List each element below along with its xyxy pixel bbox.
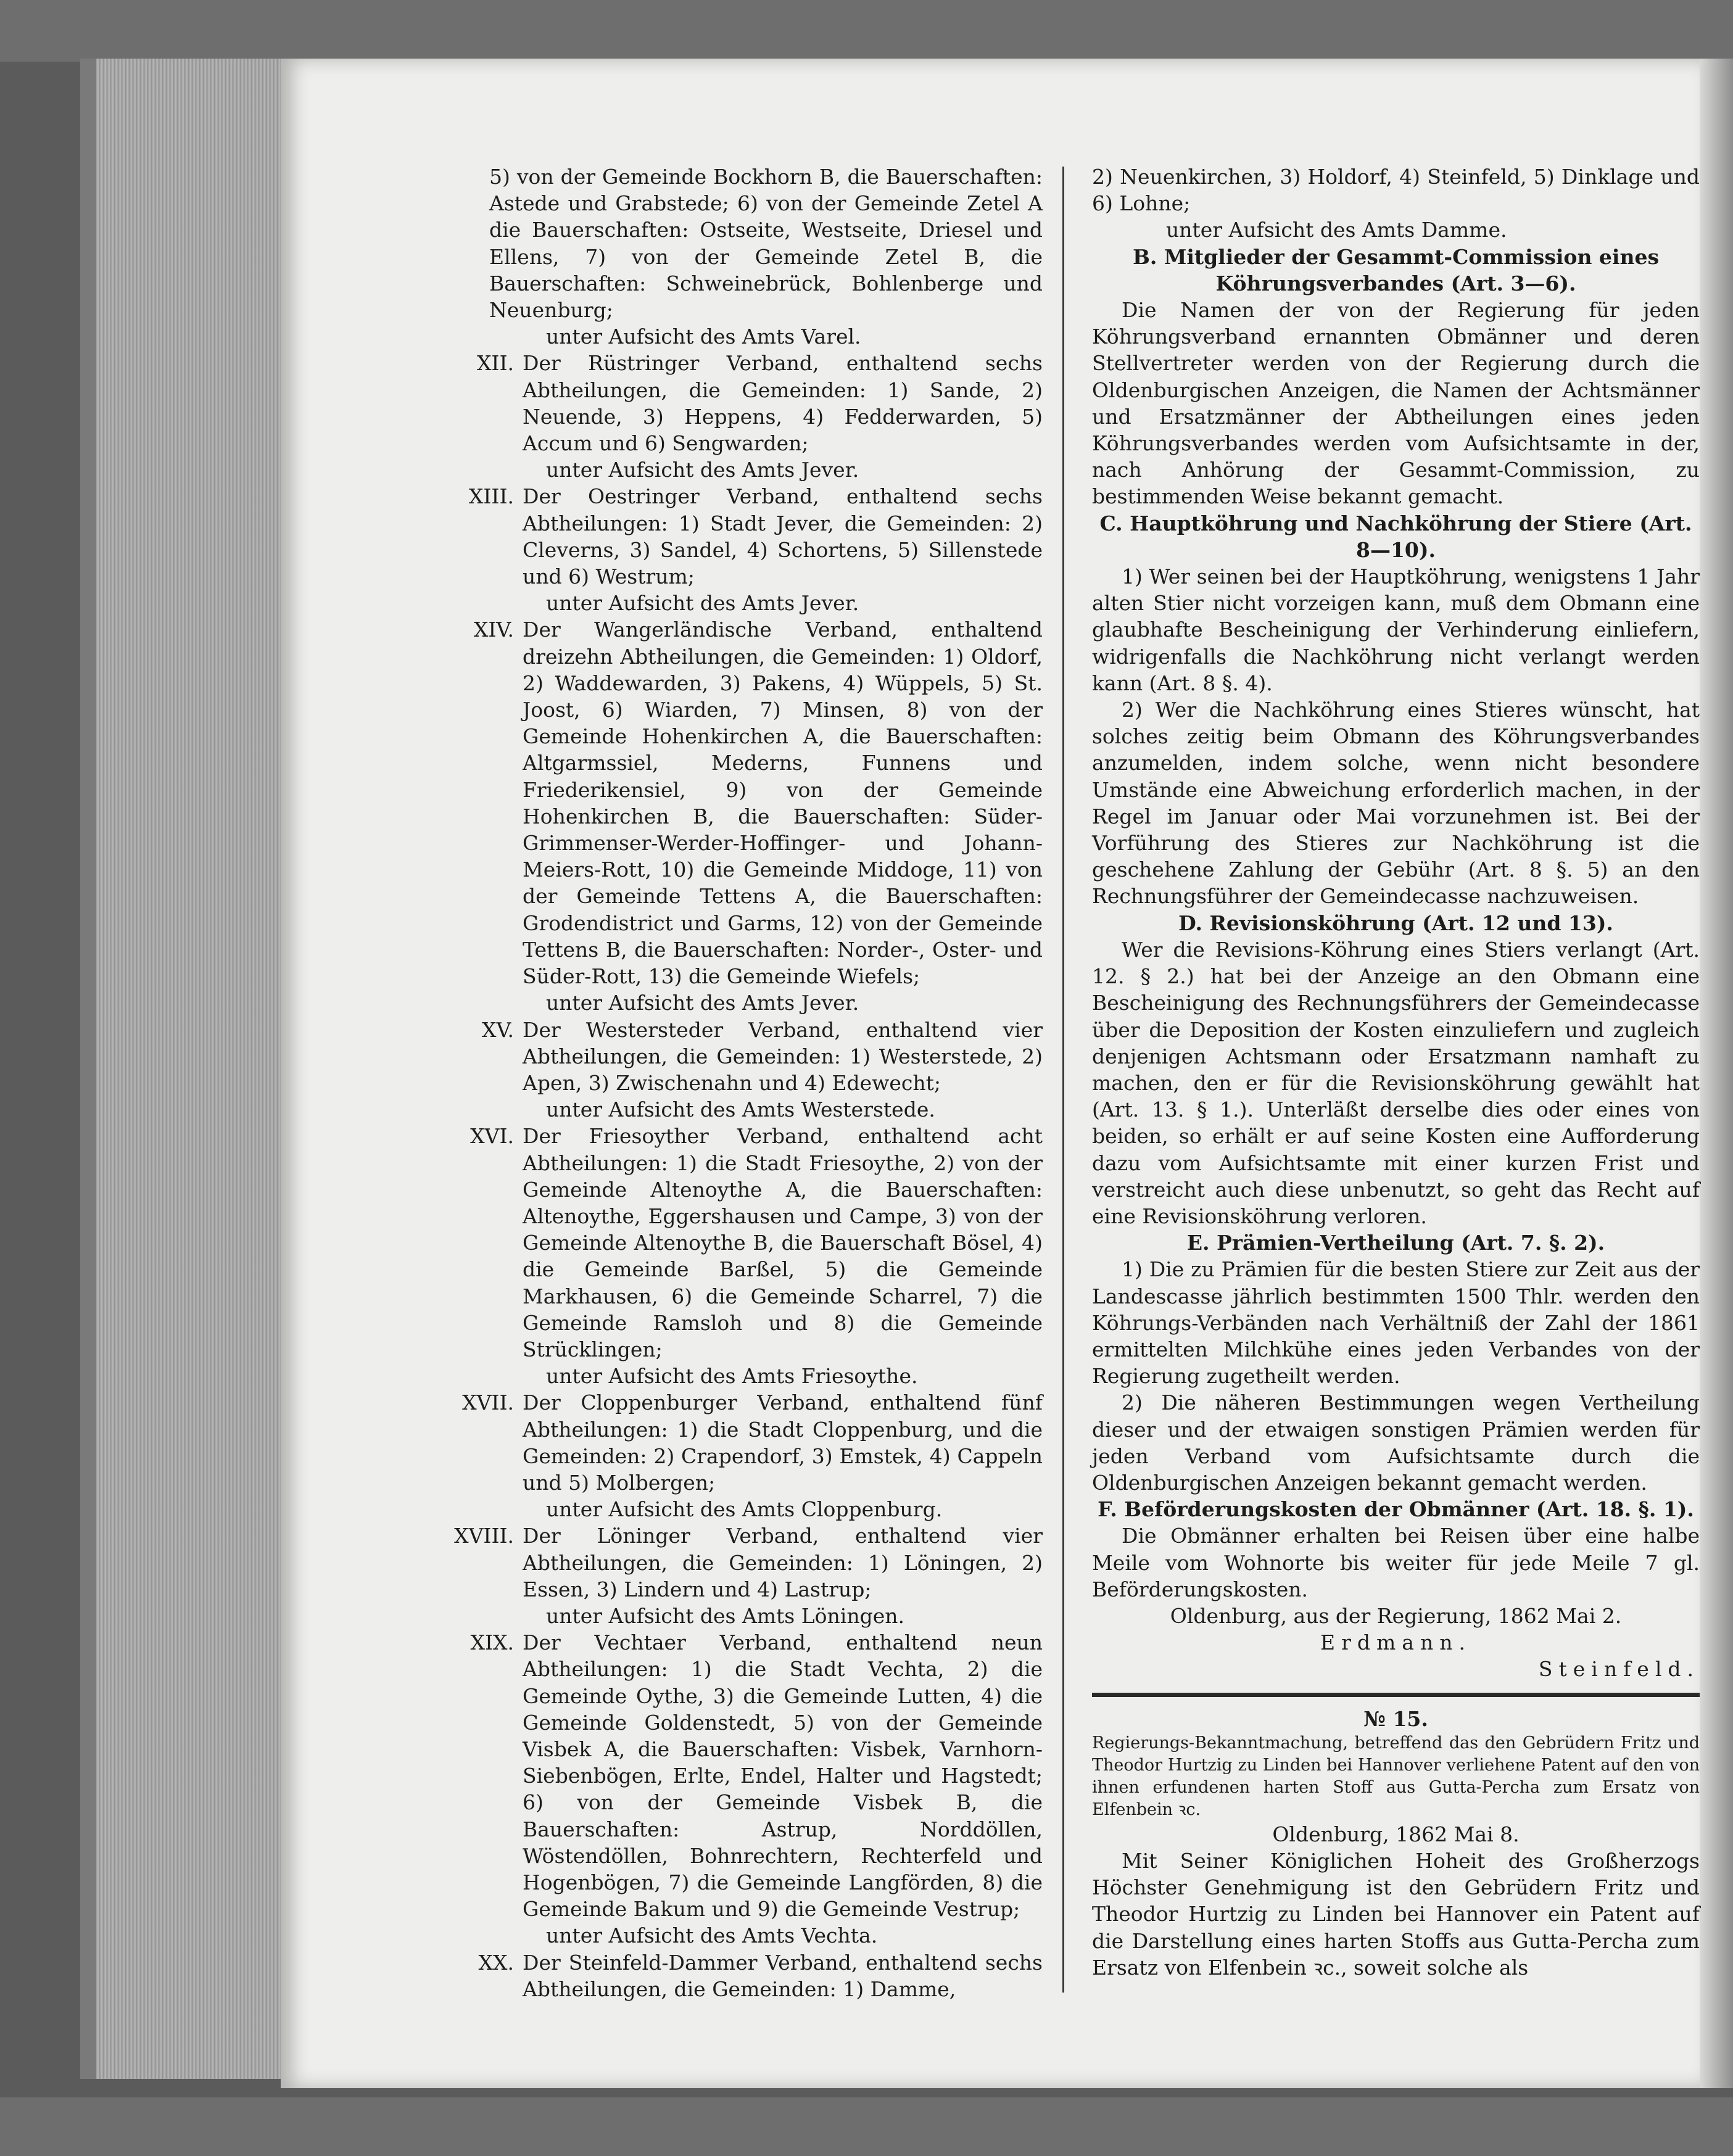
entry-xviii: [453, 1522, 1043, 1603]
notice-text: Mit Seiner Königlichen Hoheit des Großherzogs Höchster Genehmigung ist den Gebrüdern Fritz und Theodor Hurtzig zu Linden bei Hannover ein Patent auf die Darstellung eines harten Stoffs aus Gutta-Percha zum Ersatz von Elfenbein ꝛc., soweit solche als: [1092, 1848, 1700, 1980]
signature-steinfeld: Steinfeld.: [1538, 1657, 1700, 1682]
entry-text: Der Rüstringer Verband, enthaltend sechs Abtheilungen, die Gemeinden: 1) Sande, 2) Neuende, 3) Heppens, 4) Fedderwarden, 5) Accum und 6) Sengwarden;: [523, 351, 1043, 456]
entry-text: Der Oestringer Verband, enthaltend sechs Abtheilungen: 1) Stadt Jever, die Gemeinden: 2) Cleverns, 3) Sandel, 4) Schortens, 5) Sillenstede und 6) Westrum;: [523, 484, 1043, 589]
intro-text: 5) von der Gemeinde Bockhorn B, die Bauerschaften: Astede und Grabstede; 6) von der Gemeinde Zetel A die Bauerschaften: Ostseite, Westseite, Driesel und Ellens, 7) von der Gemeinde Zetel B, die Bauerschaften: Schweinebrück, Bohlenberge und Neuenburg;: [489, 165, 1043, 323]
entry-text: Der Cloppenburger Verband, enthaltend fünf Abtheilungen: 1) die Stadt Cloppenburg, und die Gemeinden: 2) Crapendorf, 3) Emstek, 4) Cappeln und 5) Molbergen;: [523, 1390, 1043, 1495]
left-column: [453, 163, 1043, 2001]
entry-number: XVII.: [462, 1390, 514, 1415]
date-line: Oldenburg, aus der Regierung, 1862 Mai 2.: [1170, 1603, 1622, 1628]
notice-summary: Regierungs-Bekanntmachung, betreffend das den Gebrüdern Fritz und Theodor Hurtzig zu Linden bei Hannover verliehene Patent auf den von ihnen erfundenen harten Stoff aus Gutta-Percha zum Ersatz von Elfenbein ꝛc.: [1092, 1733, 1700, 1819]
entry-supervision: unter Aufsicht des Amts Jever.: [546, 458, 859, 482]
entry-xx: [453, 1949, 1043, 2002]
entry-number: XIX.: [470, 1630, 514, 1655]
section-c-paragraph-2: 2) Wer die Nachköhrung eines Stieres wünscht, hat solches zeitig beim Obmann des Köhrungsverbandes anzumelden, indem solche, wenn nicht besondere Umstände eine Abweichung erforderlich machen, in der Regel im Januar oder Mai vorzunehmen ist. Bei der Vorführung des Stieres zur Nachköhrung ist die geschehene Zahlung der Gebühr (Art. 8 §. 5) an den Rechnungsführer der Gemeindecasse nachzuweisen.: [1092, 698, 1700, 909]
entry-number: XX.: [478, 1950, 514, 1975]
entry-text: Der Wangerländische Verband, enthaltend dreizehn Abtheilungen, die Gemeinden: 1) Oldorf, 2) Waddewarden, 3) Pakens, 4) Wüppels, 5) St. Joost, 6) Wiarden, 7) Minsen, 8) von der Gemeinde Hohenkirchen A, die Bauerschaften: Altgarmssiel, Mederns, Funnens und Friederikensiel, 9) von der Gemeinde Hohenkirchen B, die Bauerschaften: Süder-Grimmenser-Werder-Hoffinger- und Johann-Meiers-Rott, 10) die Gemeinde Middoge, 11) von der Gemeinde Tettens A, die Bauerschaften: Grodendistrict und Garms, 12) von der Gemeinde Tettens B, die Bauerschaften: Norder-, Oster- und Süder-Rott, 13) die Gemeinde Wiefels;: [523, 617, 1043, 989]
entry-supervision: unter Aufsicht des Amts Westerstede.: [546, 1097, 935, 1122]
section-c-paragraph-1: 1) Wer seinen bei der Hauptköhrung, wenigstens 1 Jahr alten Stier nicht vorzeigen kann, muß dem Obmann eine glaubhafte Bescheinigung der Verhinderung einliefern, widrigenfalls die Nachköhrung nicht verlangt werden kann (Art. 8 §. 4).: [1092, 564, 1700, 695]
section-e-paragraph-2: 2) Die näheren Bestimmungen wegen Vertheilung dieser und der etwaigen sonstigen Prämien werden für jeden Verband vom Aufsichtsamte durch die Oldenburgischen Anzeigen bekannt gemacht werden.: [1092, 1390, 1700, 1495]
continuation-supervision: unter Aufsicht des Amts Damme.: [1166, 218, 1507, 242]
entry-supervision: unter Aufsicht des Amts Friesoythe.: [546, 1364, 918, 1389]
notice-date: Oldenburg, 1862 Mai 8.: [1272, 1822, 1520, 1846]
page-stack-edge: [80, 59, 284, 2079]
entry-xix: [453, 1629, 1043, 1922]
section-e-heading: E. Prämien-Vertheilung (Art. 7. §. 2).: [1186, 1231, 1605, 1255]
section-d-text: Wer die Revisions-Köhrung eines Stiers verlangt (Art. 12. § 2.) hat bei der Anzeige an den Obmann eine Bescheinigung des Rechnungsführers der Gemeindecasse über die Deposition der Kosten einzuliefern und zugleich denjenigen Achtsmann oder Ersatzmann namhaft zu machen, den er für die Revisionsköhrung gewählt hat (Art. 13. § 1.). Unterläßt derselbe dies oder eines von beiden, so erhält er auf seine Kosten eine Aufforderung dazu vom Aufsichtsamte mit einer kurzen Frist und verstreicht auch diese unbenutzt, so geht das Recht auf eine Revisionsköhrung verloren.: [1092, 937, 1700, 1228]
entry-number: XVIII.: [454, 1524, 514, 1548]
entry-xiv: [453, 616, 1043, 989]
continuation-text: 2) Neuenkirchen, 3) Holdorf, 4) Steinfeld, 5) Dinklage und 6) Lohne;: [1092, 165, 1700, 216]
entry-number: XIII.: [468, 484, 514, 509]
entry-supervision: unter Aufsicht des Amts Jever.: [546, 991, 859, 1015]
entry-number: XIV.: [473, 617, 514, 642]
entry-xvii: [453, 1389, 1043, 1496]
section-f-heading: F. Beförderungskosten der Obmänner (Art. 18. §. 1).: [1098, 1497, 1694, 1522]
entry-xvi: [453, 1123, 1043, 1363]
notice-number: № 15.: [1363, 1706, 1428, 1731]
entry-text: Der Westersteder Verband, enthaltend vier Abtheilungen, die Gemeinden: 1) Westerstede, 2) Apen, 3) Zwischenahn und 4) Edewecht;: [523, 1017, 1043, 1095]
section-c-heading: C. Hauptköhrung und Nachköhrung der Stiere (Art. 8—10).: [1099, 511, 1692, 562]
section-e-paragraph-1: 1) Die zu Prämien für die besten Stiere zur Zeit aus der Landescasse jährlich bestimmten 1500 Thlr. werden den Köhrungs-Verbänden nach Verhältniß der Zahl der 1861 ermittelten Milchkühe eines jeden Verbandes von der Regierung zugetheilt werden.: [1092, 1257, 1700, 1389]
entry-text: Der Löninger Verband, enthaltend vier Abtheilungen, die Gemeinden: 1) Löningen, 2) Essen, 3) Lindern und 4) Lastrup;: [523, 1524, 1043, 1601]
entry-supervision: unter Aufsicht des Amts Jever.: [546, 591, 859, 616]
intro-supervision: unter Aufsicht des Amts Varel.: [546, 324, 861, 349]
section-b-heading: B. Mitglieder der Gesammt-Commission eines Köhrungsverbandes (Art. 3—6).: [1132, 244, 1660, 295]
page-right-edge: [1700, 59, 1733, 2088]
entry-supervision: unter Aufsicht des Amts Cloppenburg.: [546, 1497, 943, 1522]
section-b-text: Die Namen der von der Regierung für jeden Köhrungsverband ernannten Obmänner und deren Stellvertreter werden von der Regierung durch die Oldenburgischen Anzeigen, die Namen der Achtsmänner und Ersatzmänner der Abtheilungen eines jeden Köhrungsverbandes werden vom Aufsichtsamte in der, nach Anhörung der Gesammt-Commission, zu bestimmenden Weise bekannt gemacht.: [1092, 298, 1700, 509]
right-column: [1092, 163, 1700, 1989]
entry-text: Der Friesoyther Verband, enthaltend acht Abtheilungen: 1) die Stadt Friesoythe, 2) von der Gemeinde Altenoythe A, die Bauerschaften: Altenoythe, Eggershausen und Campe, 3) von der Gemeinde Altenoythe B, die Bauerschaft Bösel, 4) die Gemeinde Barßel, 5) die Gemeinde Markhausen, 6) die Gemeinde Scharrel, 7) die Gemeinde Ramsloh und 8) die Gemeinde Strücklingen;: [523, 1124, 1043, 1361]
section-d-heading: D. Revisionsköhrung (Art. 12 und 13).: [1178, 911, 1613, 935]
entry-supervision: unter Aufsicht des Amts Vechta.: [546, 1923, 878, 1948]
entry-xiii: [453, 483, 1043, 590]
signature-erdmann: Erdmann.: [1320, 1630, 1471, 1655]
entry-number: XII.: [476, 351, 514, 376]
section-rule: [1092, 1693, 1700, 1697]
column-divider: [1062, 167, 1064, 1993]
entry-number: XV.: [481, 1017, 514, 1042]
entry-number: XVI.: [470, 1124, 514, 1149]
entry-text: Der Vechtaer Verband, enthaltend neun Abtheilungen: 1) die Stadt Vechta, 2) die Gemeinde Oythe, 3) die Gemeinde Lutten, 4) die Gemeinde Goldenstedt, 5) von der Gemeinde Visbek A, die Bauerschaften: Visbek, Varnhorn-Siebenbögen, Erlte, Endel, Halter und Hagstedt; 6) von der Gemeinde Visbek B, die Bauerschaften: Astrup, Norddöllen, Wöstendöllen, Bohnrechtern, Rechterfeld und Hogenbögen, 7) die Gemeinde Langförden, 8) die Gemeinde Bakum und 9) die Gemeinde Vestrup;: [523, 1630, 1043, 1922]
entry-xv: [453, 1017, 1043, 1097]
entry-xii: [453, 350, 1043, 456]
entry-text: Der Steinfeld-Dammer Verband, enthaltend sechs Abtheilungen, die Gemeinden: 1) Damme,: [523, 1950, 1043, 2001]
section-f-text: Die Obmänner erhalten bei Reisen über eine halbe Meile vom Wohnorte bis weiter für jede Meile 7 gl. Beförderungskosten.: [1092, 1524, 1700, 1601]
entry-supervision: unter Aufsicht des Amts Löningen.: [546, 1603, 904, 1628]
